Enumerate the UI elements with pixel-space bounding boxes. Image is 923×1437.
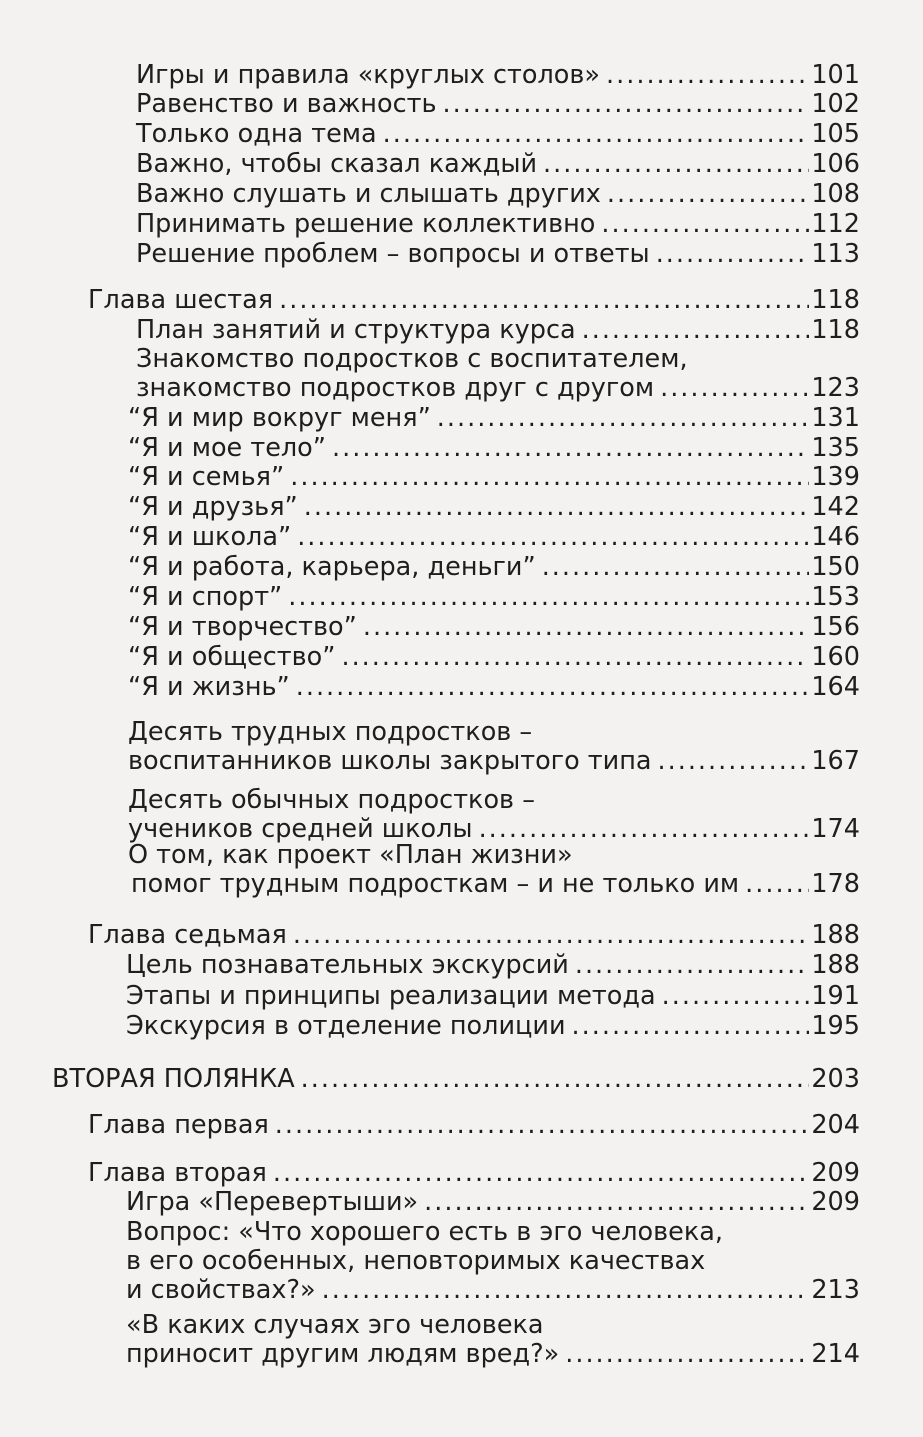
toc-page-number: 118 bbox=[811, 285, 860, 315]
toc-page-number: 146 bbox=[811, 522, 860, 552]
toc-entry-title: “Я и школа” bbox=[128, 522, 292, 552]
toc-entry bbox=[136, 345, 860, 403]
leader-dots bbox=[275, 1111, 810, 1140]
leader-dots bbox=[606, 61, 809, 90]
toc-entry-title: “Я и общество” bbox=[128, 642, 336, 672]
toc-entry-title: “Я и спорт” bbox=[128, 582, 283, 612]
toc-entry bbox=[128, 786, 860, 844]
toc-page-number: 101 bbox=[811, 60, 860, 90]
leader-dots bbox=[658, 747, 810, 776]
leader-dots bbox=[442, 90, 809, 119]
toc-entry-title: “Я и семья” bbox=[128, 462, 285, 492]
toc-page-number: 112 bbox=[811, 209, 860, 239]
toc-entry-title: “Я и творчество” bbox=[128, 612, 357, 642]
toc-entry-title: Глава первая bbox=[88, 1110, 269, 1140]
toc-page-number: 164 bbox=[811, 672, 860, 702]
leader-dots bbox=[297, 523, 809, 552]
toc-page-number: 113 bbox=[811, 239, 860, 269]
leader-dots bbox=[601, 210, 809, 239]
toc-entry bbox=[136, 316, 860, 345]
toc-page-number: 209 bbox=[811, 1187, 860, 1217]
toc-entry-title: учеников средней школы bbox=[128, 814, 473, 844]
toc-entry-title: Игры и правила «круглых столов» bbox=[136, 60, 601, 90]
toc-entry bbox=[128, 643, 860, 672]
toc-entry bbox=[126, 1218, 860, 1305]
toc-entry bbox=[136, 240, 860, 269]
toc-entry-title: Игра «Перевертыши» bbox=[126, 1187, 419, 1217]
toc-chapter-entry bbox=[88, 921, 860, 950]
toc-page-number: 203 bbox=[811, 1064, 860, 1094]
toc-page-number: 213 bbox=[811, 1275, 860, 1305]
leader-dots bbox=[656, 240, 810, 269]
toc-page-number: 139 bbox=[811, 462, 860, 492]
leader-dots bbox=[383, 120, 810, 149]
toc-entry-title: План занятий и структура курса bbox=[136, 315, 576, 345]
toc-entry-title: Десять трудных подростков – bbox=[128, 717, 533, 747]
toc-page-number: 160 bbox=[811, 642, 860, 672]
toc-chapter-entry bbox=[88, 286, 860, 315]
toc-entry-title: воспитанников школы закрытого типа bbox=[128, 746, 652, 776]
leader-dots bbox=[290, 463, 809, 492]
toc-page-number: 188 bbox=[811, 920, 860, 950]
toc-entry-title: ВТОРАЯ ПОЛЯНКА bbox=[52, 1064, 295, 1094]
toc-entry-title: Глава шестая bbox=[88, 285, 274, 315]
toc-entry bbox=[128, 493, 860, 522]
toc-page-number: 209 bbox=[811, 1158, 860, 1188]
toc-entry-title: Десять обычных подростков – bbox=[128, 785, 535, 815]
toc-page-number: 174 bbox=[811, 814, 860, 844]
leader-dots bbox=[332, 434, 809, 463]
toc-entry-title: Знакомство подростков с воспитателем, bbox=[136, 344, 688, 374]
toc-entry bbox=[128, 523, 860, 552]
toc-entry-title: «В каких случаях эго человека bbox=[126, 1310, 544, 1340]
leader-dots bbox=[288, 583, 809, 612]
leader-dots bbox=[341, 643, 809, 672]
toc-entry bbox=[126, 951, 860, 980]
toc-entry bbox=[126, 982, 860, 1011]
toc-page-number: 118 bbox=[811, 315, 860, 345]
toc-entry bbox=[136, 61, 860, 90]
leader-dots bbox=[293, 921, 810, 950]
leader-dots bbox=[565, 1340, 809, 1369]
leader-dots bbox=[572, 1012, 810, 1041]
toc-entry-title: Цель познавательных экскурсий bbox=[126, 950, 569, 980]
leader-dots bbox=[424, 1188, 809, 1217]
toc-entry-title: Глава вторая bbox=[88, 1158, 267, 1188]
toc-entry bbox=[136, 150, 860, 179]
leader-dots bbox=[745, 870, 809, 899]
toc-entry-title: “Я и мир вокруг меня” bbox=[128, 403, 431, 433]
toc-page-number: 142 bbox=[811, 492, 860, 522]
leader-dots bbox=[660, 374, 809, 403]
leader-dots bbox=[437, 404, 810, 433]
toc-entry-title: Экскурсия в отделение полиции bbox=[126, 1011, 566, 1041]
toc-page-number: 191 bbox=[811, 981, 860, 1011]
toc-page-number: 153 bbox=[811, 582, 860, 612]
toc-entry-title: О том, как проект «План жизни» bbox=[128, 840, 573, 870]
toc-page-number: 150 bbox=[811, 552, 860, 582]
toc-page-number: 131 bbox=[811, 403, 860, 433]
toc-entry bbox=[136, 210, 860, 239]
toc-part-entry bbox=[52, 1065, 860, 1094]
toc-entry bbox=[128, 841, 860, 899]
toc-entry-title: Этапы и принципы реализации метода bbox=[126, 981, 656, 1011]
toc-chapter-entry bbox=[88, 1111, 860, 1140]
toc-entry bbox=[128, 583, 860, 612]
toc-entry-title: Равенство и важность bbox=[136, 89, 437, 119]
toc-entry bbox=[126, 1188, 860, 1217]
toc-chapter-entry bbox=[88, 1159, 860, 1188]
toc-entry bbox=[128, 553, 860, 582]
toc-entry-title: “Я и друзья” bbox=[128, 492, 298, 522]
toc-page-number: 108 bbox=[811, 179, 860, 209]
toc-page-number: 204 bbox=[811, 1110, 860, 1140]
leader-dots bbox=[662, 982, 810, 1011]
toc-entry-title: Только одна тема bbox=[136, 119, 377, 149]
toc-entry-title: помог трудным подросткам – и не только им bbox=[131, 869, 740, 899]
toc-entry-title: Важно, чтобы сказал каждый bbox=[136, 149, 538, 179]
toc-entry bbox=[126, 1012, 860, 1041]
toc-entry bbox=[136, 120, 860, 149]
toc-entry bbox=[126, 1311, 860, 1369]
leader-dots bbox=[296, 673, 810, 702]
leader-dots bbox=[363, 613, 809, 642]
toc-page-number: 105 bbox=[811, 119, 860, 149]
toc-entry-title: Глава седьмая bbox=[88, 920, 287, 950]
toc-entry bbox=[136, 180, 860, 209]
toc-entry-title: знакомство подростков друг с другом bbox=[136, 373, 655, 403]
toc-page-number: 195 bbox=[811, 1011, 860, 1041]
leader-dots bbox=[322, 1276, 810, 1305]
toc-entry bbox=[128, 434, 860, 463]
toc-entry-title: Принимать решение коллективно bbox=[136, 209, 596, 239]
leader-dots bbox=[607, 180, 809, 209]
leader-dots bbox=[543, 150, 809, 179]
toc-entry-title: Важно слушать и слышать других bbox=[136, 179, 601, 209]
toc-page-number: 178 bbox=[811, 869, 860, 899]
toc-entry-title: в его особенных, неповторимых качествах bbox=[126, 1246, 706, 1276]
leader-dots bbox=[301, 1065, 810, 1094]
toc-entry bbox=[128, 613, 860, 642]
toc-entry-title: приносит другим людям вред?» bbox=[126, 1339, 560, 1369]
leader-dots bbox=[542, 553, 810, 582]
toc-page-number: 135 bbox=[811, 433, 860, 463]
toc-entry bbox=[128, 673, 860, 702]
toc-page-number: 156 bbox=[811, 612, 860, 642]
toc-entry bbox=[128, 718, 860, 776]
toc-entry-title: “Я и работа, карьера, деньги” bbox=[128, 552, 536, 582]
toc-entry bbox=[128, 404, 860, 433]
toc-entry bbox=[128, 463, 860, 492]
toc-entry-title: “Я и жизнь” bbox=[128, 672, 290, 702]
toc-page-number: 123 bbox=[811, 373, 860, 403]
toc-page-number: 188 bbox=[811, 950, 860, 980]
toc-entry-title: Вопрос: «Что хорошего есть в эго человека, bbox=[126, 1217, 723, 1247]
toc-page-number: 214 bbox=[811, 1339, 860, 1369]
toc-entry bbox=[136, 90, 860, 119]
toc-page-number: 106 bbox=[811, 149, 860, 179]
leader-dots bbox=[575, 951, 809, 980]
toc-entry-title: Решение проблем – вопросы и ответы bbox=[136, 239, 650, 269]
toc-entry-title: “Я и мое тело” bbox=[128, 433, 326, 463]
toc-page-number: 167 bbox=[811, 746, 860, 776]
leader-dots bbox=[273, 1159, 809, 1188]
toc-page-number: 102 bbox=[811, 89, 860, 119]
leader-dots bbox=[304, 493, 810, 522]
toc-entry-title: и свойствах?» bbox=[126, 1275, 316, 1305]
leader-dots bbox=[582, 316, 810, 345]
leader-dots bbox=[279, 286, 809, 315]
